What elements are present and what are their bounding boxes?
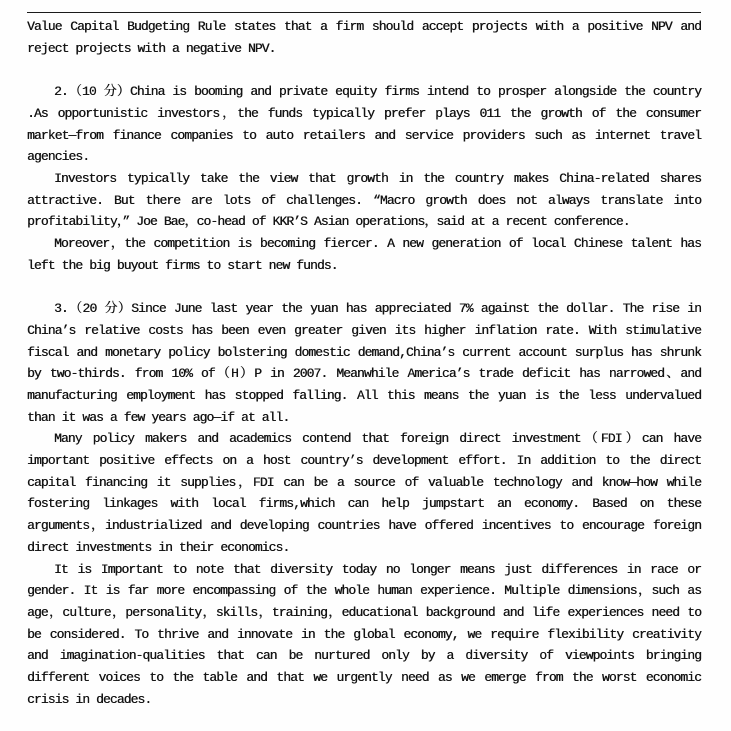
paragraph: Moreover，the competition is becoming fiercer. A new generation of local Chinese talent has left the big buyout firms to start new funds. — [27, 236, 701, 273]
paragraph: Many policy makers and academics contend that foreign direct investment（FDI）can have important positive effects on a host country’s development effort. In addition to the direct capital financing it supplies，FDI can be a source of valuable technology and know—how while fostering linkages with local firms,which can help jumpstart an economy. Based on these arguments，industrialized and developing countries have offered incentives to encourage foreign direct investments in their economics. — [27, 431, 701, 555]
page-top-rule — [27, 12, 701, 13]
paragraph: It is Important to note that diversity today no longer means just differences in race or gender. It is far more encompassing of the whole human experience. Multiple dimensions，such as age，culture，personality，skills，training，educational background and life experiences need to be considered. To thrive and innovate in the global economy, we require flexibility creativity and imagination-qualities that can be nurtured only by a diversity of viewpoints bringing different voices to the table and that we urgently need as we emerge from the worst economic crisis in decades. — [27, 561, 701, 707]
paragraph: 2.（10 分）China is booming and private equity firms intend to prosper alongside the country .As opportunistic investors，the funds typically prefer plays 011 the growth of the consumer market—from finance companies to auto retailers and service providers such as internet travel agencies. — [27, 84, 701, 165]
paragraph: Value Capital Budgeting Rule states that a firm should accept projects with a positive NPV and reject projects with a negative NPV. — [27, 19, 701, 56]
paragraph: 3.（20 分）Since June last year the yuan has appreciated 7% against the dollar. The rise in China’s relative costs has been even greater given its higher inflation rate. With stimulative fiscal and monetary policy bolstering domestic demand,China’s current account surplus has shrunk by two-thirds. from 10% of（H）P in 2007. Meanwhile America’s trade deficit has narrowed、and manufacturing employment has stopped falling. All this means the yuan is the less undervalued than it was a few years ago—if at all. — [27, 301, 701, 425]
document-body — [27, 16, 701, 710]
paragraph: Investors typically take the view that growth in the country makes China-related shares attractive. But there are lots of challenges. “Macro growth does not always translate into profitability，” Joe Bae，co-head of KKR’S Asian operations，said at a recent conference. — [27, 170, 701, 230]
